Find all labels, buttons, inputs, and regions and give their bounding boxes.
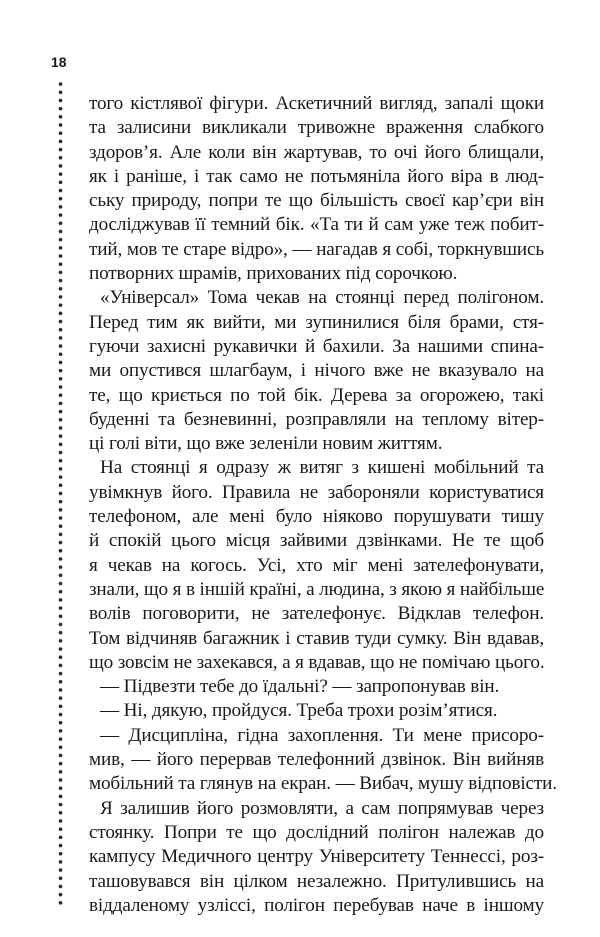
- text-line: те, що криється по той бік. Дерева за огорожею, такі: [89, 384, 544, 406]
- text-line: віддаленому узліссі, полігон перебував наче в іншому: [89, 894, 544, 916]
- text-line: потворних шрамів, прихованих під сорочкою.: [89, 263, 458, 285]
- text-line: увімкнув його. Правила не забороняли користуватися: [89, 481, 544, 503]
- paragraph: [89, 456, 544, 675]
- page-number: 18: [51, 54, 67, 70]
- text-line: кампусу Медичного центру Університету Теннессі, роз-: [89, 846, 544, 868]
- body-text: [89, 92, 557, 918]
- text-line: Я залишив його розмовляти, а сам попрямував через: [100, 797, 544, 819]
- text-line: телефоном, але мені було ніяково порушувати тишу: [89, 506, 544, 528]
- paragraph: [89, 797, 544, 918]
- text-line: здоров’я. Але коли він жартував, то очі його блищали,: [89, 141, 544, 163]
- text-line: ми опустився шлагбаум, і нічого вже не вказувало на: [89, 360, 544, 382]
- text-line: та залисини викликали тривожне враження слабкого: [89, 117, 544, 139]
- text-line: того кістлявої фігури. Аскетичний вигляд, запалі щоки: [89, 93, 544, 114]
- text-line: волів поговорити, не зателефонує. Відклав телефон.: [89, 603, 544, 625]
- text-line: тий, мов те старе відро», — нагадав я собі, торкнувшись: [89, 238, 544, 260]
- dialogue-paragraph: [89, 699, 544, 723]
- text-line: мив, — його перервав телефонний дзвінок. Він вийняв: [89, 749, 544, 771]
- text-line: ську природу, попри те що більшість своєї кар’єри він: [89, 190, 544, 212]
- text-line: На стоянці я одразу ж витяг з кишені мобільний та: [100, 457, 544, 479]
- text-line: й спокій цього місця зайвими дзвінками. Не те щоб: [89, 530, 544, 552]
- text-line: я чекав на когось. Усі, хто міг мені зателефонувати,: [89, 554, 544, 576]
- text-line: ташовувався він цілком незалежно. Притулившись на: [89, 870, 544, 892]
- text-line: буденні та безневинні, розправляли на теплому вітер-: [89, 408, 544, 430]
- text-line: — Дисципліна, гідна захоплення. Ти мене присоро-: [100, 724, 544, 746]
- text-line: гуючи захисні рукавички й бахили. За нашими спина-: [89, 335, 544, 357]
- text-line: досліджував її темний бік. «Та ти й сам уже теж побит-: [89, 214, 544, 236]
- text-line: — Ні, дякую, пройдуся. Треба трохи розім’ятися.: [100, 700, 498, 722]
- text-line: мобільний та глянув на екран. — Вибач, мушу відповісти.: [89, 773, 557, 795]
- text-line: «Універсал» Тома чекав на стоянці перед полігоном.: [100, 287, 544, 309]
- text-line: знали, що я в іншій країні, а людина, з якою я найбільше: [89, 578, 545, 600]
- text-line: що зовсім не захекався, а я вдавав, що не помічаю цього.: [89, 651, 545, 673]
- dialogue-paragraph: [89, 675, 544, 699]
- paragraph: [89, 92, 544, 286]
- dotted-margin-rule: [58, 80, 63, 908]
- paragraph: [89, 286, 544, 456]
- dialogue-paragraph: [89, 724, 557, 797]
- text-line: — Підвезти тебе до їдальні? — запропонував він.: [100, 676, 500, 698]
- text-line: ці голі віти, що вже зеленіли новим життям.: [89, 433, 443, 455]
- text-line: Перед тим як вийти, ми зупинилися біля брами, стя-: [89, 311, 544, 333]
- text-line: стоянку. Попри те що дослідний полігон належав до: [89, 821, 544, 843]
- text-line: як і раніше, і так само не потьмяніла його віра в люд-: [89, 165, 544, 187]
- text-line: Том відчиняв багажник і ставив туди сумку. Він вдавав,: [89, 627, 544, 649]
